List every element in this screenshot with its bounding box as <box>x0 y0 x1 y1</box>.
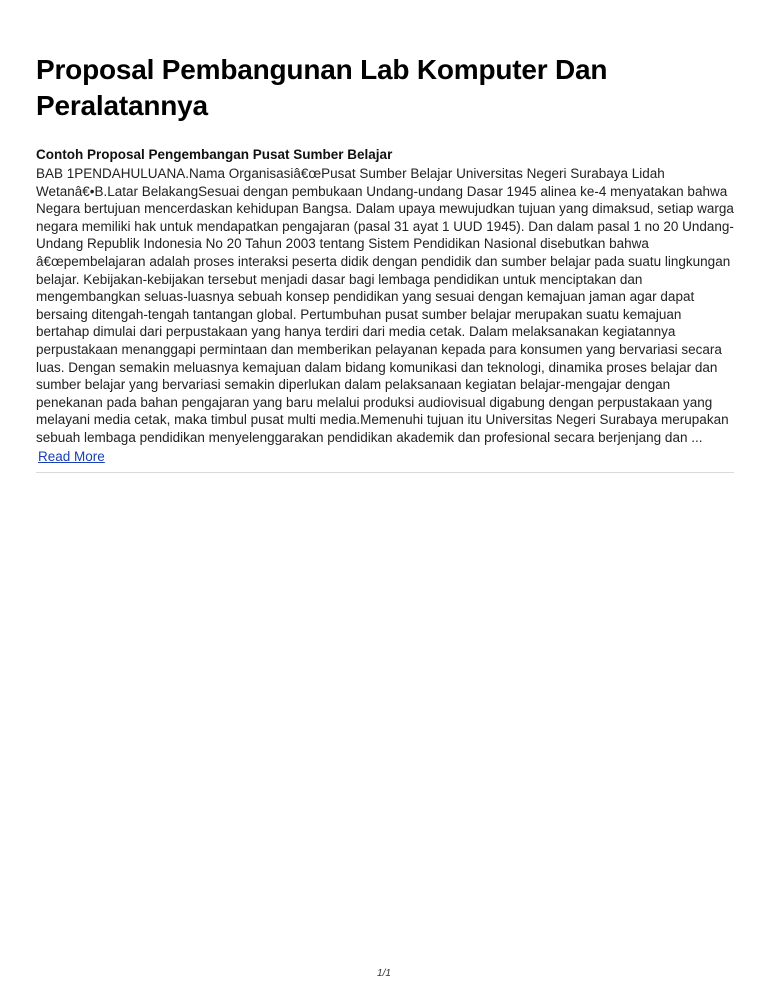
page-number: 1/1 <box>377 968 391 979</box>
article-excerpt: BAB 1PENDAHULUANA.Nama Organisasiâ€œPusat Sumber Belajar Universitas Negeri Surabaya Lidah Wetanâ€•B.Latar BelakangSesuai dengan pembukaan Undang-undang Dasar 1945 alinea ke-4 menyatakan bahwa Negara bertujuan mencerdaskan kehidupan Bangsa. Dalam upaya mewujudkan tujuan yang dimaksud, setiap warga negara memiliki hak untuk mendapatkan pengajaran (pasal 31 ayat 1 UUD 1945). Dan dalam pasal 1 no 20 Undang-Undang Republik Indonesia No 20 Tahun 2003 tentang Sistem Pendidikan Nasional disebutkan bahwa â€œpembelajaran adalah proses interaksi peserta didik dengan pendidik dan sumber belajar pada suatu lingkungan belajar. Kebijakan-kebijakan tersebut menjadi dasar bagi lembaga pendidikan untuk menciptakan dan mengembangkan seluas-luasnya sebuah konsep pendidikan yang sesuai dengan kemajuan jaman agar dapat bersaing ditengah-tengah tantangan global. Pertumbuhan pusat sumber belajar merupakan suatu kemajuan bertahap dimulai dari perpustakaan yang hanya terdiri dari media cetak. Dalam melaksanakan kegiatannya perpustakaan menanggapi permintaan dan memberikan pelayanan kepada para konsumen yang bervariasi secara luas. Dengan semakin meluasnya kemajuan dalam bidang komunikasi dan teknologi, dinamika proses belajar dan sumber belajar yang bervariasi semakin diperlukan dalam pelaksanaan kegiatan belajar-mengajar dengan penekanan pada bahan pengajaran yang baru melalui produksi audiovisual digabung dengan perpustakaan yang melayani media cetak, maka timbul pusat multi media.Memenuhi tujuan itu Universitas Negeri Surabaya merupakan sebuah lembaga pendidikan menyelenggarakan pendidikan akademik dan profesional secara berjenjang dan ... <box>36 166 734 445</box>
read-more-link[interactable]: Read More <box>38 448 105 464</box>
divider <box>36 472 734 473</box>
article-entry <box>36 146 734 473</box>
article-heading: Contoh Proposal Pengembangan Pusat Sumber Belajar <box>36 147 393 162</box>
document-page <box>36 52 734 473</box>
page-title: Proposal Pembangunan Lab Komputer Dan Peralatannya <box>36 54 608 121</box>
